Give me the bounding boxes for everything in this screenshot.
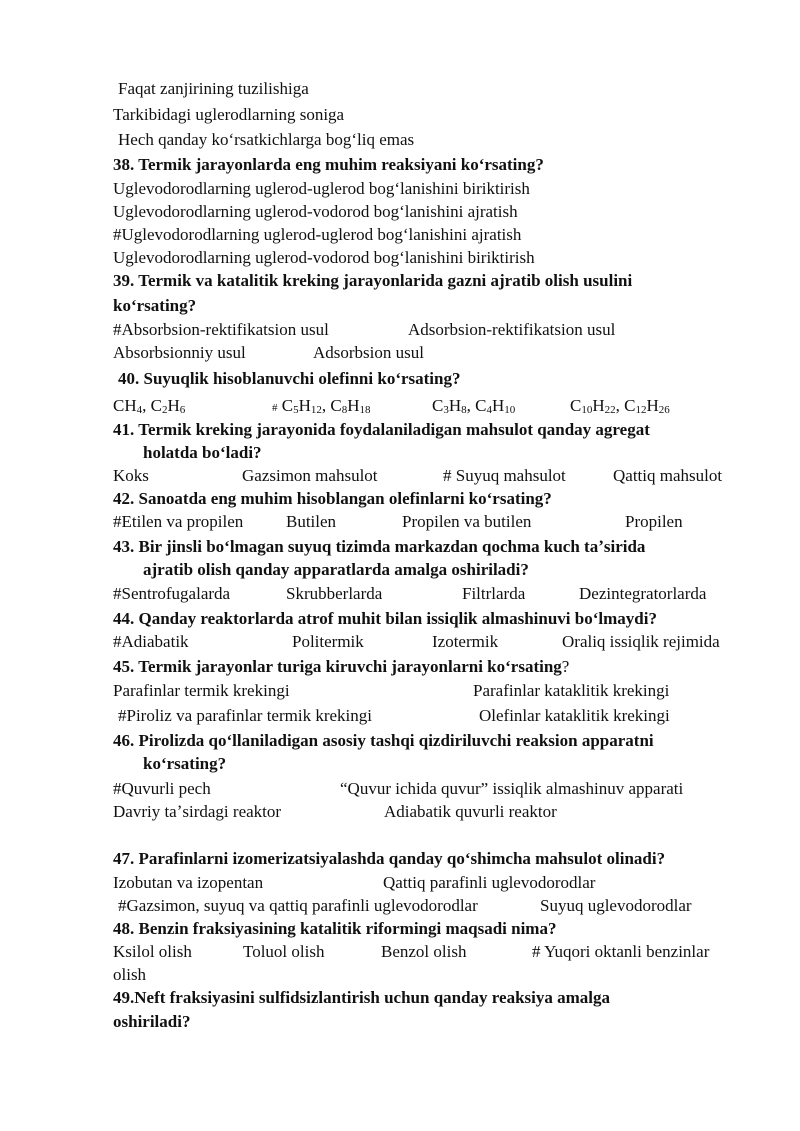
option-text: # Yuqori oktanli benzinlar: [532, 942, 710, 961]
option-text: #Piroliz va parafinlar termik krekingi: [118, 706, 372, 725]
question-46-cont: koʻrsating?: [143, 754, 227, 773]
option-text: Qattiq mahsulot: [613, 466, 723, 485]
formula-option: $C_3H_8$, $C_4H_{10}$: [432, 396, 516, 416]
question-40: 40. Suyuqlik hisoblanuvchi olefinni koʻrsating?: [118, 369, 461, 388]
question-41-cont: holatda boʻladi?: [143, 443, 262, 462]
option-text: Propilen va butilen: [402, 512, 532, 531]
option-text: Uglevodorodlarning uglerod-vodorod bogʻlanishini biriktirish: [113, 248, 535, 267]
option-text: #Uglevodorodlarning uglerod-uglerod bogʻlanishini ajratish: [113, 225, 522, 244]
question-49: 49.Neft fraksiyasini sulfidsizlantirish uchun qanday reaksiya amalga: [113, 988, 611, 1007]
option-text: Qattiq parafinli uglevodorodlar: [383, 873, 596, 892]
option-text: # Suyuq mahsulot: [443, 466, 566, 485]
option-text: Tarkibidagi uglerodlarning soniga: [113, 105, 345, 124]
option-text: Adiabatik quvurli reaktor: [384, 802, 557, 821]
option-text: Adsorbsion-rektifikatsion usul: [408, 320, 616, 339]
option-text: Benzol olish: [381, 942, 467, 961]
option-text: Izobutan va izopentan: [113, 873, 264, 892]
option-text: Uglevodorodlarning uglerod-uglerod bogʻlanishini biriktirish: [113, 179, 530, 198]
option-text: Uglevodorodlarning uglerod-vodorod bogʻlanishini ajratish: [113, 202, 518, 221]
option-text-cont: olish: [113, 965, 147, 984]
option-text: Hech qanday koʻrsatkichlarga bogʻliq emas: [118, 130, 415, 149]
option-text: Parafinlar termik krekingi: [113, 681, 290, 700]
option-text: #Etilen va propilen: [113, 512, 244, 531]
option-text: Koks: [113, 466, 149, 485]
option-text: Toluol olish: [243, 942, 325, 961]
question-41: 41. Termik kreking jarayonida foydalaniladigan mahsulot qanday agregat: [113, 420, 650, 439]
question-48: 48. Benzin fraksiyasining katalitik riformingi maqsadi nima?: [113, 919, 557, 938]
question-46: 46. Pirolizda qoʻllaniladigan asosiy tashqi qizdiriluvchi reaksion apparatni: [113, 731, 654, 750]
question-39: 39. Termik va katalitik kreking jarayonlarida gazni ajratib olish usulini: [113, 271, 633, 290]
option-text: Ksilol olish: [113, 942, 192, 961]
option-text: Skrubberlarda: [286, 584, 383, 603]
formula-option: # $C_5H_{12}$, $C_8H_{18}$: [272, 396, 371, 416]
option-text: Butilen: [286, 512, 337, 531]
option-text: Faqat zanjirining tuzilishiga: [118, 79, 309, 98]
option-text: Filtrlarda: [462, 584, 526, 603]
question-49-cont: oshiriladi?: [113, 1012, 191, 1031]
option-text: Suyuq uglevodorodlar: [540, 896, 692, 915]
question-43: 43. Bir jinsli boʻlmagan suyuq tizimda markazdan qochma kuch taʼsirida: [113, 537, 646, 556]
option-text: #Gazsimon, suyuq va qattiq parafinli uglevodorodlar: [118, 896, 478, 915]
option-text: Davriy taʼsirdagi reaktor: [113, 802, 282, 821]
question-42: 42. Sanoatda eng muhim hisoblangan olefinlarni koʻrsating?: [113, 489, 552, 508]
option-text: Gazsimon mahsulot: [242, 466, 378, 485]
option-text: #Quvurli pech: [113, 779, 211, 798]
formula-option: $C_{10}H_{22}$, $C_{12}H_{26}$: [570, 396, 670, 416]
option-text: Propilen: [625, 512, 683, 531]
option-text: “Quvur ichida quvur” issiqlik almashinuv apparati: [340, 779, 684, 798]
option-text: Absorbsionniy usul: [113, 343, 246, 362]
question-47: 47. Parafinlarni izomerizatsiyalashda qanday qoʻshimcha mahsulot olinadi?: [113, 849, 666, 868]
option-text: Parafinlar kataklitik krekingi: [473, 681, 670, 700]
question-43-cont: ajratib olish qanday apparatlarda amalga oshiriladi?: [143, 560, 529, 579]
option-text: #Sentrofugalarda: [113, 584, 231, 603]
question-44: 44. Qanday reaktorlarda atrof muhit bilan issiqlik almashinuvi boʻlmaydi?: [113, 609, 657, 628]
option-text: #Absorbsion-rektifikatsion usul: [113, 320, 329, 339]
formula-option: $CH_4$, $C_2H_6$: [113, 396, 186, 416]
option-text: Politermik: [292, 632, 364, 651]
option-text: Dezintegratorlarda: [579, 584, 707, 603]
option-text: Izotermik: [432, 632, 499, 651]
option-text: #Adiabatik: [113, 632, 189, 651]
option-text: Olefinlar kataklitik krekingi: [479, 706, 670, 725]
option-text: Oraliq issiqlik rejimida: [562, 632, 720, 651]
question-45: 45. Termik jarayonlar turiga kiruvchi jarayonlarni koʻrsating?: [113, 657, 570, 676]
question-38: 38. Termik jarayonlarda eng muhim reaksiyani koʻrsating?: [113, 155, 544, 174]
option-text: Adsorbsion usul: [313, 343, 424, 362]
question-39-cont: koʻrsating?: [113, 296, 197, 315]
